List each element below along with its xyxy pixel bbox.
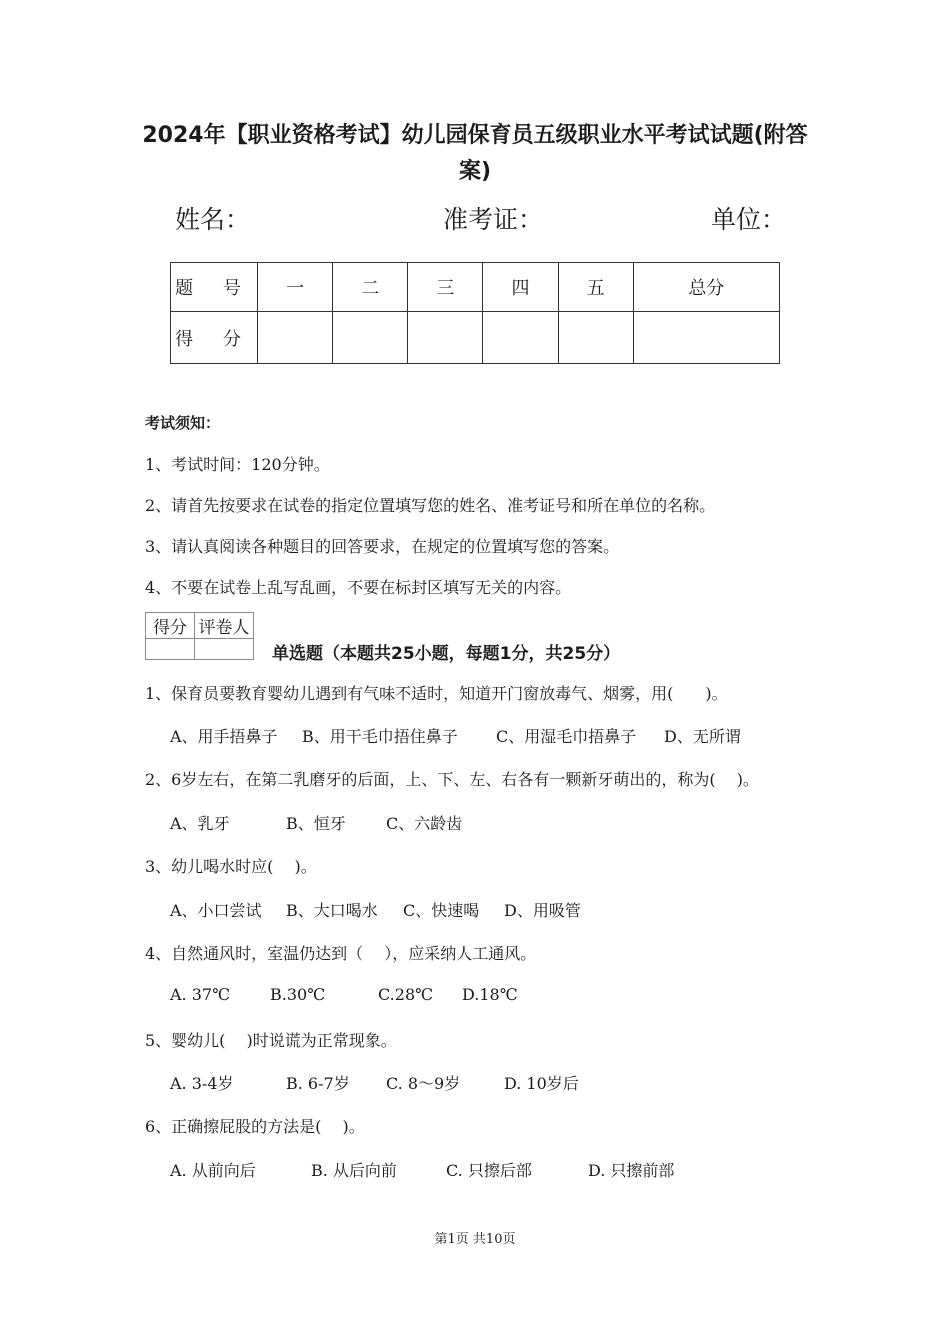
- q6-option-c: C. 只擦后部: [446, 1161, 532, 1180]
- score-cell-5: [558, 312, 633, 364]
- grader-label: 评卷人: [195, 613, 254, 639]
- question-2: 2、6岁左右，在第二乳磨牙的后面，上、下、左、右各有一颗新牙萌出的，称为( )。: [145, 770, 759, 789]
- q3-option-c: C、快速喝: [403, 901, 480, 920]
- q6-option-a: A. 从前向后: [170, 1161, 256, 1180]
- score-cell-1: [258, 312, 333, 364]
- exam-id-label: 准考证：: [443, 205, 544, 234]
- q6-option-d: D. 只擦前部: [588, 1161, 675, 1180]
- q5-option-d: D. 10岁后: [504, 1074, 579, 1093]
- score-cell-total: [633, 312, 779, 364]
- name-label: 姓名：: [175, 205, 251, 234]
- q4-option-a: A. 37℃: [170, 985, 230, 1004]
- notice-item: 2、请首先按要求在试卷的指定位置填写您的姓名、准考证号和所在单位的名称。: [145, 496, 716, 515]
- q6-option-b: B. 从后向前: [311, 1161, 397, 1180]
- score-col-5: 五: [558, 263, 633, 312]
- score-cell-3: [408, 312, 483, 364]
- question-number-label: 题 号: [171, 263, 258, 312]
- score-col-4: 四: [483, 263, 558, 312]
- q3-option-a: A、小口尝试: [170, 901, 262, 920]
- score-table-score-row: [171, 312, 780, 364]
- candidate-info-row: [175, 200, 785, 240]
- notice-item: 1、考试时间：120分钟。: [145, 455, 330, 474]
- q4-option-c: C.28℃: [378, 985, 434, 1004]
- score-label: 得 分: [171, 312, 258, 364]
- question-3: 3、幼儿喝水时应( )。: [145, 857, 317, 876]
- q2-option-a: A、乳牙: [170, 814, 230, 833]
- q4-option-b: B.30℃: [270, 985, 326, 1004]
- question-6: 6、正确擦屁股的方法是( )。: [145, 1117, 365, 1136]
- grader-score-cell: [146, 639, 195, 660]
- unit-label: 单位：: [711, 205, 787, 234]
- q1-option-c: C、用湿毛巾捂鼻子: [496, 727, 637, 746]
- section-title: 单选题（本题共25小题，每题1分，共25分）: [272, 644, 621, 664]
- score-col-2: 二: [333, 263, 408, 312]
- q5-option-b: B. 6-7岁: [286, 1074, 350, 1093]
- q3-option-b: B、大口喝水: [286, 901, 378, 920]
- notice-heading: 考试须知：: [145, 414, 221, 432]
- score-cell-4: [483, 312, 558, 364]
- notice-item: 4、不要在试卷上乱写乱画，不要在标封区填写无关的内容。: [145, 578, 572, 597]
- q1-option-b: B、用干毛巾捂住鼻子: [302, 727, 458, 746]
- q5-option-c: C. 8～9岁: [386, 1074, 461, 1093]
- q2-option-b: B、恒牙: [286, 814, 346, 833]
- q2-option-c: C、六龄齿: [386, 814, 463, 833]
- grader-name-cell: [195, 639, 254, 660]
- page-footer: 第1页 共10页: [434, 1232, 516, 1247]
- score-col-total: 总分: [633, 263, 779, 312]
- score-table-header-row: [171, 263, 780, 312]
- score-table: [170, 262, 780, 364]
- score-cell-2: [333, 312, 408, 364]
- question-5: 5、婴幼儿( )时说谎为正常现象。: [145, 1031, 397, 1050]
- q1-option-a: A、用手捂鼻子: [170, 727, 278, 746]
- q1-option-d: D、无所谓: [664, 727, 741, 746]
- q4-option-d: D.18℃: [462, 985, 518, 1004]
- grader-score-label: 得分: [146, 613, 195, 639]
- score-col-1: 一: [258, 263, 333, 312]
- score-col-3: 三: [408, 263, 483, 312]
- q3-option-d: D、用吸管: [504, 901, 581, 920]
- q5-option-a: A. 3-4岁: [170, 1074, 234, 1093]
- question-1: 1、保育员要教育婴幼儿遇到有气味不适时，知道开门窗放毒气、烟雾，用( )。: [145, 684, 728, 703]
- notice-item: 3、请认真阅读各种题目的回答要求，在规定的位置填写您的答案。: [145, 537, 620, 556]
- grader-box: [145, 612, 254, 660]
- question-4: 4、自然通风时，室温仍达到（ ），应采纳人工通风。: [145, 944, 537, 963]
- exam-title: 2024年【职业资格考试】幼儿园保育员五级职业水平考试试题(附答案): [142, 123, 808, 184]
